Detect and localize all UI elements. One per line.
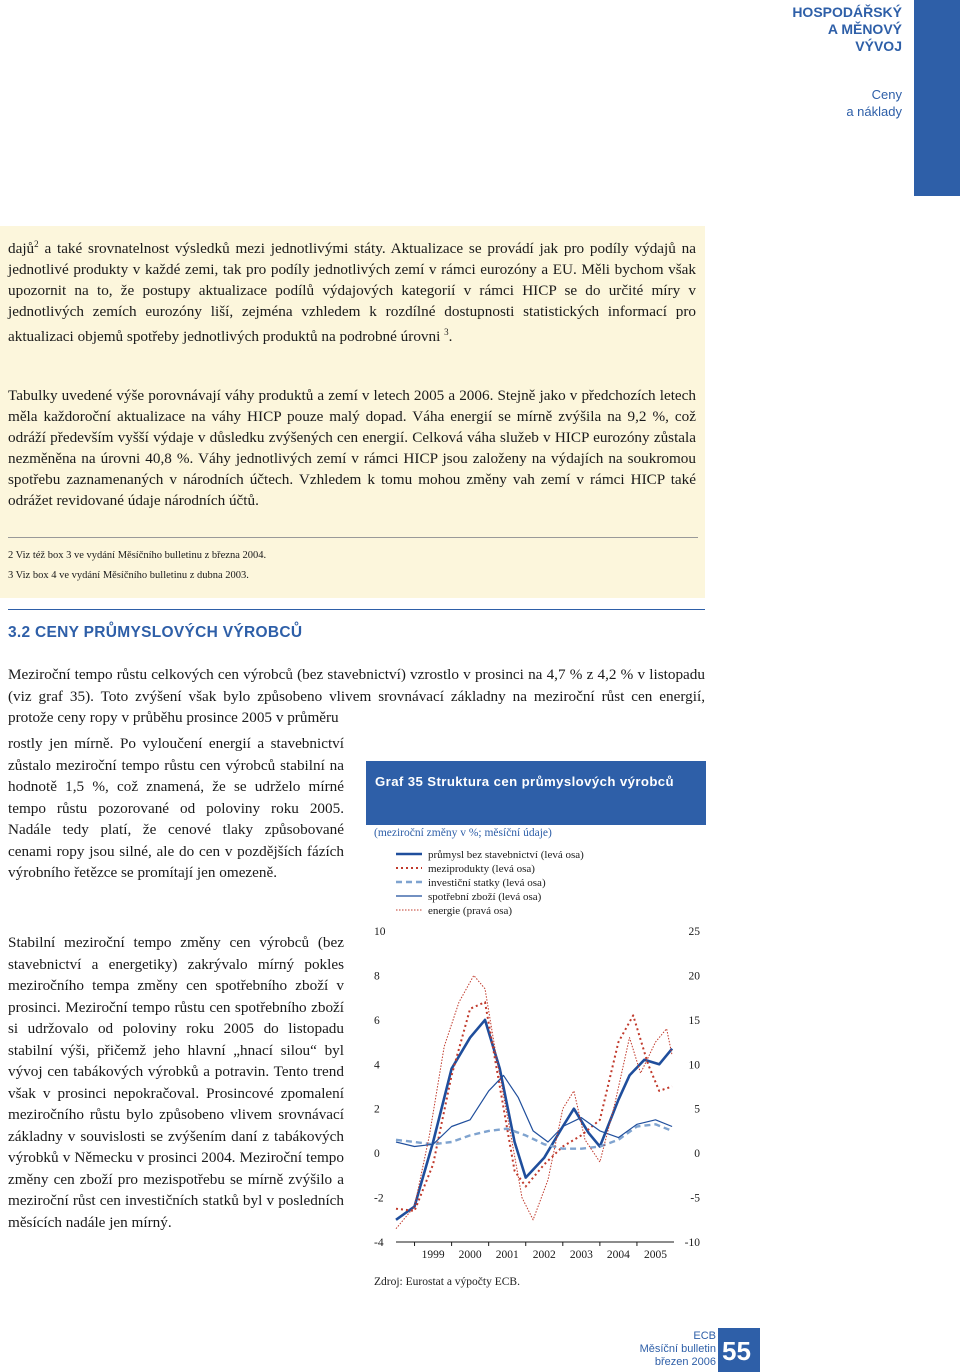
y-right-tick-label: 5 <box>694 1103 700 1116</box>
section-title: 3.2 CENY PRŮMYSLOVÝCH VÝROBCŮ <box>8 624 303 641</box>
y-left-tick-label: 0 <box>374 1148 380 1161</box>
footer-date: březen 2006 <box>654 1356 716 1368</box>
section-header-line3: VÝVOJ <box>855 38 902 54</box>
y-left-tick-label: -4 <box>374 1237 384 1249</box>
x-tick-label: 2001 <box>495 1249 519 1261</box>
footnote-3: 3 Viz box 4 ve vydání Měsíčního bulletinu z dubna 2003. <box>8 570 249 581</box>
chart-legend <box>396 849 584 917</box>
y-left-tick-label: 10 <box>374 926 386 938</box>
legend-label: meziprodukty (levá osa) <box>428 863 535 875</box>
box-p1-end: . <box>448 328 453 346</box>
footer-publication: Měsíční bulletin <box>639 1343 716 1355</box>
box-p1-start: dajů <box>8 240 35 258</box>
x-tick-label: 2005 <box>643 1249 667 1261</box>
x-tick-label: 2003 <box>569 1249 593 1261</box>
box-p1-rest: a také srovnatelnost výsledků mezi jednotlivými státy. Aktualizace se provádí jak pro podíly výdajů na jednotlivé produkty v každé zemi, tak pro podíly jednotlivých zemí v rámci eurozóny a EU. Měli bychom však upozornit na to, že postupy aktualizace podílů výdajových kategorií v rámci HICP se do určité míry v jednotlivých zemích eurozóny liší, zejména vzhledem k rozdílné dostupnosti statistických informací pro aktualizaci objemů spotřeby jednotlivých produktů na podrobné úrovni <box>8 240 696 346</box>
section-rule <box>8 609 705 610</box>
y-right-tick-label: 15 <box>688 1014 700 1027</box>
side-color-bar <box>914 0 960 196</box>
chart-source: Zdroj: Eurostat a výpočty ECB. <box>374 1276 520 1288</box>
legend-label: investiční statky (levá osa) <box>428 877 546 889</box>
y-left-tick-label: 6 <box>374 1014 380 1027</box>
section-header-line1: HOSPODÁŘSKÝ <box>792 4 902 20</box>
section-paragraph-2: Stabilní meziroční tempo změny cen výrobců (bez stavebnictví a energetiky) zakrývalo mírný pokles meziročního tempa změny cen spotřebního zboží v prosinci. Meziroční tempo růstu cen spotřebního zboží si udržovalo od poloviny roku 2005 do listopadu stabilní výši, přičemž jeho hlavní „hnací silou“ byl vývoj cen tabákových výrobků a potravin. Tento trend však v prosinci nepokračoval. Prosincové zpomalení meziročního růstu bylo způsobeno vlivem srovnávací základny v souvislosti se zvýšením daní z tabákových výrobků v Německu v prosinci 2004. Meziroční tempo změny cen zboží pro mezispotřebu se mírně zvýšilo a meziroční růst cen investičních statků byl v posledních měsících nadále jen mírný. <box>8 934 344 1231</box>
footer <box>640 1330 716 1369</box>
y-left-tick-label: 2 <box>374 1103 380 1116</box>
y-right-tick-label: -10 <box>684 1237 700 1249</box>
chart-axes <box>374 926 700 1261</box>
footnote-divider <box>8 537 698 538</box>
x-tick-label: 1999 <box>421 1249 445 1261</box>
y-left-tick-label: -2 <box>374 1192 384 1205</box>
legend-label: spotřební zboží (levá osa) <box>428 891 542 903</box>
y-left-tick-label: 8 <box>374 970 380 983</box>
chart-plot <box>366 840 706 1272</box>
chart-title-box <box>366 761 706 825</box>
footnote-ref-3: 3 <box>444 327 449 338</box>
subsection-header-line1: Ceny <box>871 87 902 102</box>
footer-publisher: ECB <box>693 1330 716 1342</box>
y-right-tick-label: 25 <box>688 926 700 938</box>
y-right-tick-label: 10 <box>688 1059 700 1072</box>
x-tick-label: 2000 <box>458 1249 482 1261</box>
y-left-tick-label: 4 <box>374 1059 380 1072</box>
series-line <box>396 975 672 1228</box>
y-right-tick-label: 20 <box>688 970 700 983</box>
footnote-ref-2: 2 <box>34 239 39 249</box>
section-header <box>792 4 902 55</box>
series-line <box>396 1020 672 1220</box>
series-line <box>396 1075 672 1146</box>
chart-title: Graf 35 Struktura cen průmyslových výrobců <box>375 774 674 789</box>
y-right-tick-label: 0 <box>694 1148 700 1161</box>
section-header-line2: A MĚNOVÝ <box>827 21 902 37</box>
box-paragraph-1 <box>8 234 696 347</box>
chart-series <box>396 975 672 1228</box>
page-number: 55 <box>722 1336 751 1366</box>
section-paragraph-1: Meziroční tempo růstu celkových cen výrobců (bez stavebnictví) vzrostlo v prosinci na 4,7 % z 4,2 % v listopadu (viz graf 35). Toto zvýšení však bylo způsobeno vlivem srovnávací základny na meziroční růst cen energií, protože ceny ropy v průběhu prosince 2005 v průměru <box>8 666 705 726</box>
y-right-tick-label: -5 <box>690 1192 700 1205</box>
x-tick-label: 2002 <box>532 1249 556 1261</box>
series-line <box>396 1002 672 1211</box>
x-tick-label: 2004 <box>606 1249 630 1261</box>
subsection-header <box>846 86 902 120</box>
subsection-header-line2: a náklady <box>846 104 902 119</box>
box-paragraph-2: Tabulky uvedené výše porovnávají váhy produktů a zemí v letech 2005 a 2006. Stejně jako v předchozích letech měla každoroční aktualizace na váhy HICP pouze malý dopad. Váha energií se mírně zvýšila na 9,2 %, což odráží především vyšší výdaje v důsledku zvýšených cen energií. Celková váha služeb v HICP eurozóny zůstala nezměněna na úrovni 40,8 %. Váhy jednotlivých zemí v rámci HICP jsou založeny na výdajích na soukromou spotřebu zaznamenaných v národních účtech. Vzhledem k tomu mohou změny vah zemí v rámci HICP také odrážet revidované údaje národních účtů. <box>8 387 696 509</box>
legend-label: průmysl bez stavebnictví (levá osa) <box>428 849 584 861</box>
section-paragraph-1-cont: rostly jen mírně. Po vyloučení energií a stavebnictví zůstalo meziroční tempo růstu cen výrobců stabilní na hodnotě 1,5 %, což znamená, že se udrželo mírné tempo růstu pozorované od poloviny roku 2005. Nadále tedy platí, že cenové tlaky způsobované cenami ropy jsou silné, ale do cen v pozdějších fázích výrobního řetězce se promítají jen omezeně. <box>8 735 344 881</box>
chart-subtitle: (meziroční změny v %; měsíční údaje) <box>374 827 552 839</box>
footnote-2: 2 Viz též box 3 ve vydání Měsíčního bulletinu z března 2004. <box>8 550 267 561</box>
legend-label: energie (pravá osa) <box>428 905 513 917</box>
